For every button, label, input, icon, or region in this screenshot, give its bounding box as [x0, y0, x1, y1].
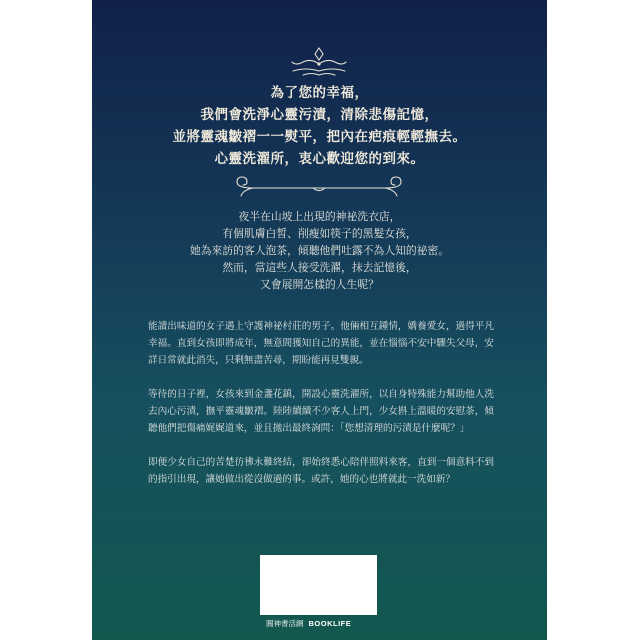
publisher-brand: BOOKLIFE	[308, 619, 352, 628]
tagline-line: 並將靈魂皺褶一一熨平，把內在疤痕輕輕撫去。	[172, 129, 467, 145]
tagline	[92, 82, 547, 170]
description-paragraph: 等待的日子裡，女孩來到金盞花鎮，開設心靈洗濯所，以自身特殊能力幫助他人洗去內心污漬，撫平靈魂皺褶。陸陸續續不少客人上門，少女斟上溫暖的安慰茶，傾聽他們把傷痛娓娓道來，並且拋出最終詢問：「您想清理的污漬是什麼呢？」	[148, 389, 494, 434]
synopsis-line: 她為來訪的客人泡茶，傾聽他們吐露不為人知的祕密。	[189, 244, 450, 257]
tagline-line: 我們會洗淨心靈污漬，清除悲傷記憶，	[200, 107, 439, 123]
tagline-line: 心靈洗濯所，衷心歡迎您的到來。	[214, 151, 425, 167]
synopsis-line: 夜半在山坡上出現的神祕洗衣店，	[238, 210, 401, 223]
swirl-divider-icon	[229, 176, 409, 198]
synopsis-line: 有個肌膚白皙、削瘦如筷子的黑髮女孩，	[222, 227, 417, 240]
synopsis-line: 然而，當這些人接受洗濯，抹去記憶後，	[222, 261, 417, 274]
synopsis	[92, 208, 547, 293]
book-back-cover	[92, 0, 547, 640]
description-body	[148, 318, 494, 505]
publisher-name: 圓神書活網	[266, 619, 304, 628]
publisher-logo	[266, 618, 351, 629]
crown-flourish-icon	[289, 44, 349, 78]
description-paragraph: 能讀出味道的女子遇上守護神祕村莊的男子。他倆相互鍾情，嬌養愛女，過得平凡幸福。直到女孩即將成年，無意間獲知自己的異能，並在惱惱不安中驟失父母，安詳日常就此消失，只剩無盡苦尋，期盼能再見雙親。	[148, 321, 494, 366]
tagline-line: 為了您的幸福，	[270, 85, 369, 101]
description-paragraph: 即便少女自己的苦楚彷彿永難終結，卻始終悉心陪伴照料來客，直到一個意料不到的指引出現，讓她做出從沒做過的事。或許，她的心也將就此一洗如新？	[148, 457, 494, 485]
barcode-area	[260, 555, 377, 615]
synopsis-line: 又會展開怎樣的人生呢？	[260, 278, 379, 291]
